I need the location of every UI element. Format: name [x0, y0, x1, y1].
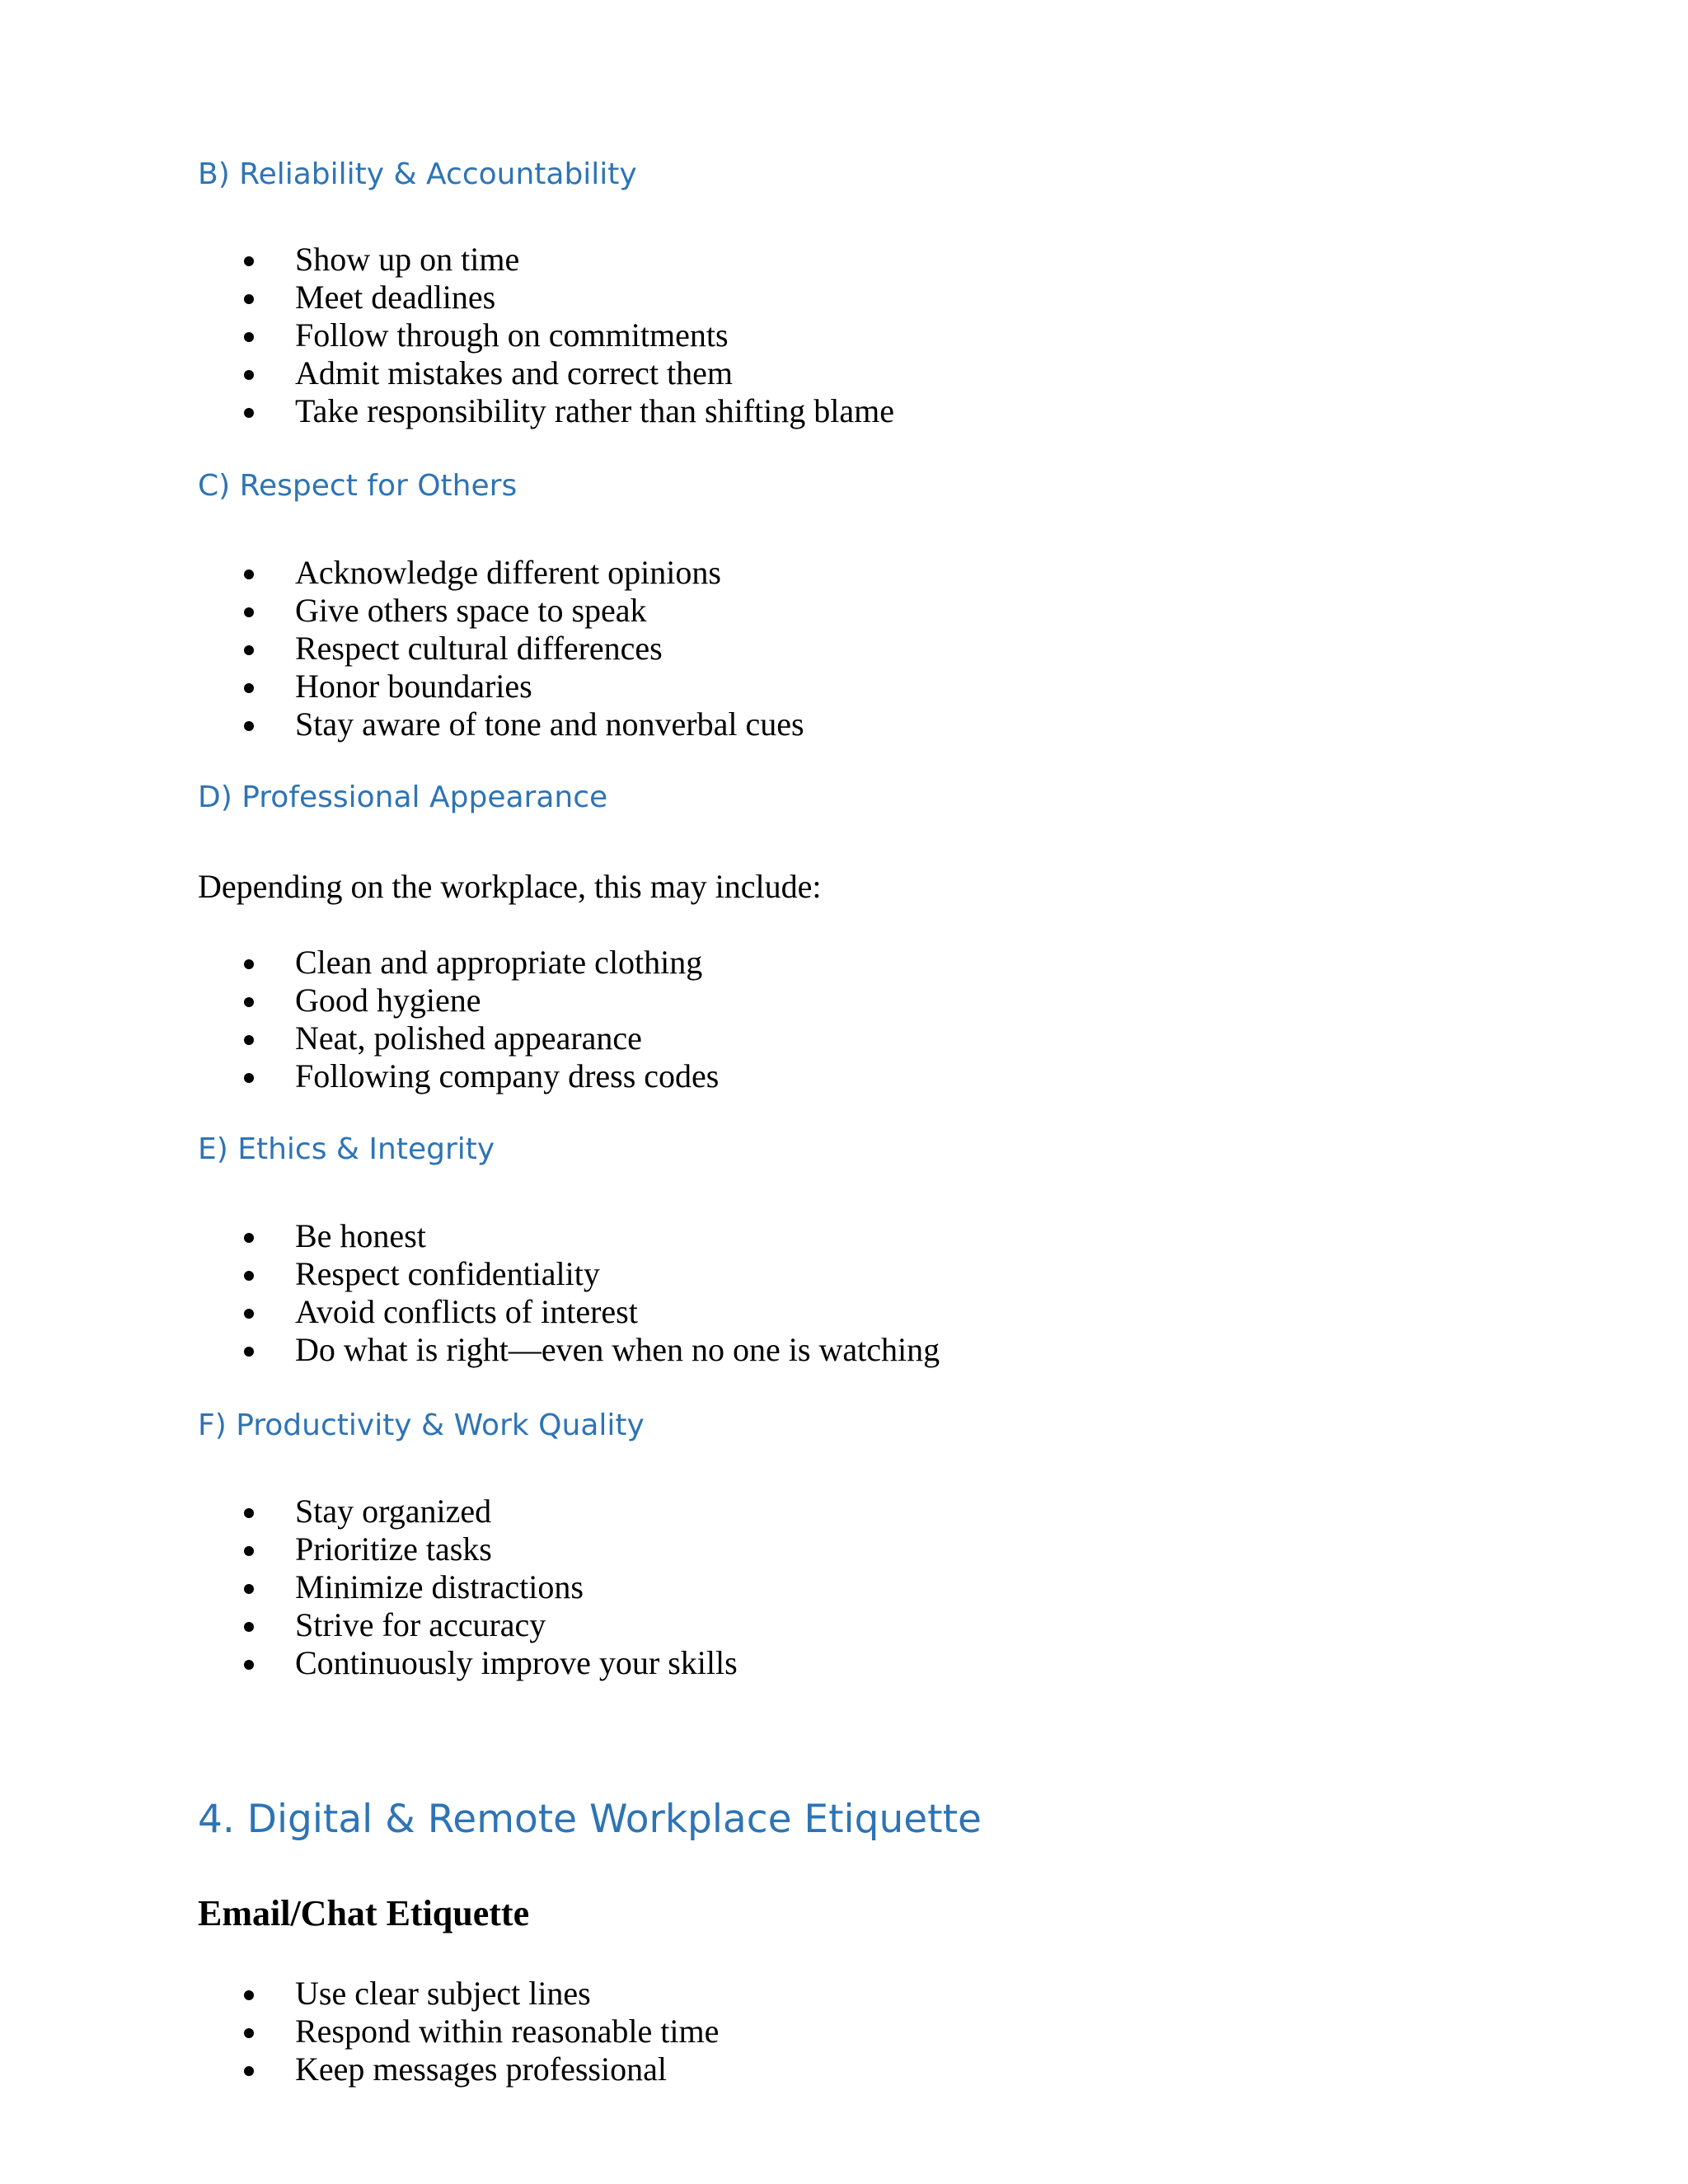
- bullet-icon: [244, 721, 254, 731]
- section-heading-appearance: D) Professional Appearance: [198, 780, 608, 814]
- bullet-icon: [244, 1035, 254, 1045]
- subheading-email-chat: Email/Chat Etiquette: [198, 1893, 530, 1933]
- bullet-icon: [244, 997, 254, 1007]
- section-heading-reliability: B) Reliability & Accountability: [198, 157, 637, 191]
- bullet-icon: [244, 1233, 254, 1243]
- section-heading-respect: C) Respect for Others: [198, 469, 518, 503]
- document-page: B) Reliability & Accountability Show up on time Meet deadlines Follow through on commitments Admit mistakes and correct them Take responsibility rather than shifting blame C) Respect for Others Acknowledge different opinions Give others space to speak Respect cultural differences Honor boundaries Stay aware of tone and nonverbal cues D) Professional Appearance Depending on the workplace, this may include: Clean and appropriate clothing Good hygiene Neat, polished appearance Following company dress codes E) Ethics & Integrity Be honest Respect confidentiality Avoid conflicts of interest Do what is right—even when no one is watching F) Productivity & Work Quality Stay organized Prioritize tasks Minimize distractions Strive for accuracy Continuously improve your skills 4. Digital & Remote Workplace Etiquette Email/Chat Etiquette Use clear subject lines Respond within reasonable time Keep messages professional: [0, 0, 1688, 2184]
- bullet-icon: [244, 1660, 254, 1670]
- bullet-icon: [244, 1309, 254, 1319]
- bullet-icon: [244, 294, 254, 304]
- bullet-icon: [244, 1508, 254, 1518]
- bullet-icon: [244, 2066, 254, 2076]
- chapter-heading-digital-etiquette: 4. Digital & Remote Workplace Etiquette: [198, 1797, 982, 1842]
- bullet-icon: [244, 683, 254, 693]
- bullet-icon: [244, 1584, 254, 1594]
- bullet-icon: [244, 256, 254, 266]
- bullet-icon: [244, 959, 254, 969]
- bullet-icon: [244, 569, 254, 579]
- bullet-icon: [244, 1622, 254, 1632]
- bullet-icon: [244, 607, 254, 617]
- bullet-icon: [244, 2028, 254, 2038]
- section-heading-productivity: F) Productivity & Work Quality: [198, 1408, 645, 1442]
- section-heading-ethics: E) Ethics & Integrity: [198, 1132, 495, 1166]
- bullet-icon: [244, 332, 254, 342]
- bullet-icon: [244, 408, 254, 418]
- bullet-icon: [244, 645, 254, 655]
- bullet-icon: [244, 370, 254, 380]
- bullet-icon: [244, 1271, 254, 1281]
- bullet-icon: [244, 1347, 254, 1357]
- bullet-icon: [244, 1073, 254, 1083]
- bullet-icon: [244, 1546, 254, 1556]
- bullet-icon: [244, 1990, 254, 2000]
- section-intro-appearance: Depending on the workplace, this may include:: [198, 868, 822, 905]
